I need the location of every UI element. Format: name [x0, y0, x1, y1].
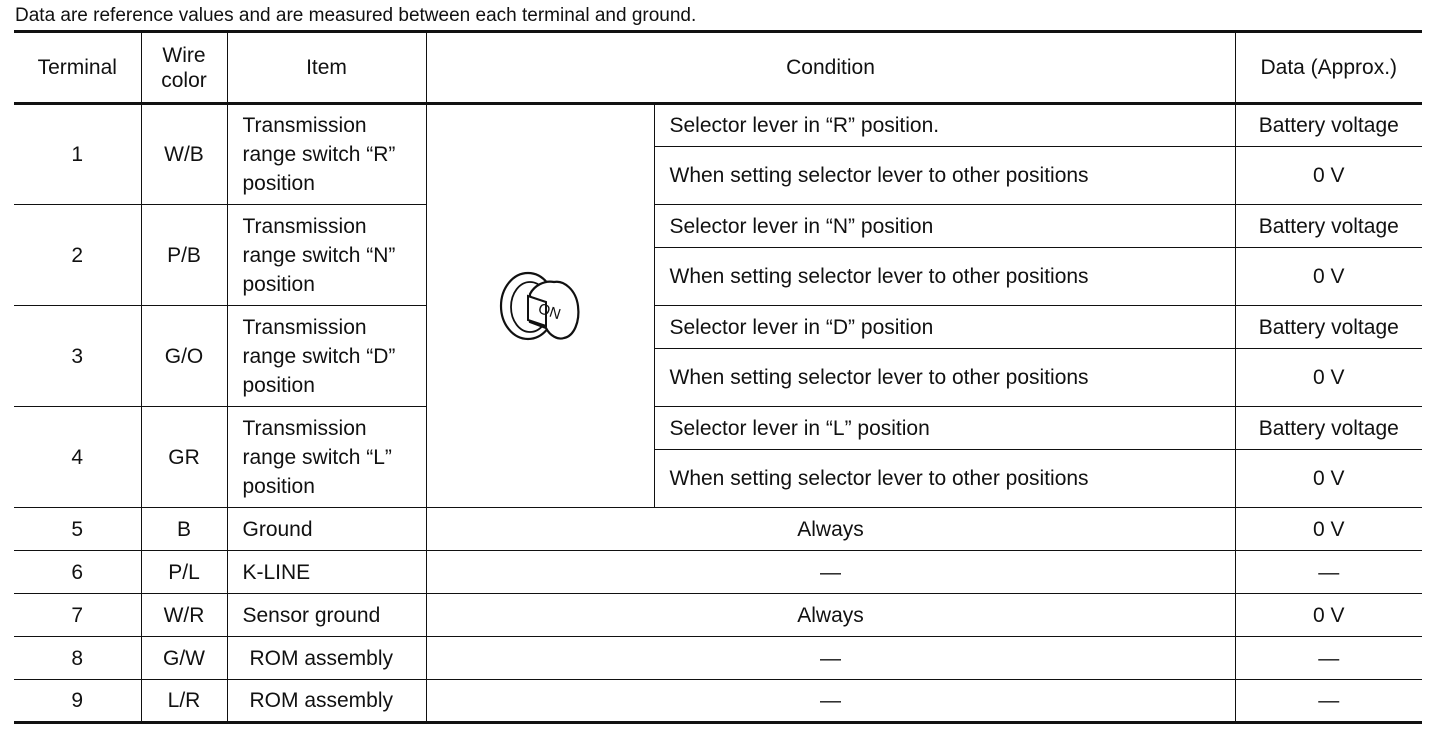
table-row — [14, 104, 1422, 147]
item-cell — [227, 104, 426, 205]
key-on-label: ON — [536, 300, 563, 324]
ignition-key-on-icon — [492, 258, 588, 354]
wire-color-cell: GR — [141, 407, 227, 508]
condition-cell: Always — [426, 594, 1235, 637]
header-wire-color — [141, 32, 227, 104]
table-row — [14, 680, 1422, 723]
item-line: position — [242, 172, 315, 195]
item-line: Transmission — [242, 416, 367, 440]
condition-cell: When setting selector lever to other positions — [654, 248, 1235, 306]
terminal-cell: 7 — [14, 594, 141, 637]
data-cell: Battery voltage — [1235, 306, 1422, 349]
wire-color-cell: P/B — [141, 205, 227, 306]
data-cell: 0 V — [1235, 450, 1422, 508]
item-line: Transmission — [242, 114, 367, 137]
item-cell — [227, 306, 426, 407]
header-data: Data (Approx.) — [1235, 32, 1422, 104]
terminal-cell: 6 — [14, 551, 141, 594]
condition-cell: When setting selector lever to other positions — [654, 450, 1235, 508]
table-row — [14, 306, 1422, 349]
data-cell: Battery voltage — [1235, 104, 1422, 147]
condition-cell: Always — [426, 508, 1235, 551]
item-line: range switch “L” — [242, 445, 392, 469]
wire-color-cell: W/B — [141, 104, 227, 205]
table-row — [14, 407, 1422, 450]
data-cell: 0 V — [1235, 147, 1422, 205]
data-cell: — — [1235, 680, 1422, 723]
table-row — [14, 205, 1422, 248]
table-row — [14, 594, 1422, 637]
item-line: range switch “R” — [242, 143, 396, 166]
item-cell: ROM assembly — [227, 637, 426, 680]
item-line: position — [242, 373, 315, 397]
data-cell: 0 V — [1235, 349, 1422, 407]
condition-cell: When setting selector lever to other positions — [654, 349, 1235, 407]
terminal-cell: 1 — [14, 104, 141, 205]
terminal-cell: 8 — [14, 637, 141, 680]
data-cell: Battery voltage — [1235, 205, 1422, 248]
item-cell — [227, 407, 426, 508]
terminal-cell: 2 — [14, 205, 141, 306]
item-line: position — [242, 272, 315, 296]
table-row — [14, 508, 1422, 551]
condition-cell: — — [426, 551, 1235, 594]
header-terminal: Terminal — [14, 32, 141, 104]
item-cell: K-LINE — [227, 551, 426, 594]
condition-cell: — — [426, 680, 1235, 723]
header-wire-color-line1: Wire — [162, 43, 206, 67]
condition-cell: Selector lever in “D” position — [654, 306, 1235, 349]
data-cell: — — [1235, 637, 1422, 680]
wire-color-cell: G/O — [141, 306, 227, 407]
wire-color-cell: B — [141, 508, 227, 551]
table-row — [14, 637, 1422, 680]
condition-cell: Selector lever in “N” position — [654, 205, 1235, 248]
terminal-cell: 9 — [14, 680, 141, 723]
item-line: Transmission — [242, 214, 367, 238]
item-cell: Ground — [227, 508, 426, 551]
wire-color-cell: L/R — [141, 680, 227, 723]
condition-cell: Selector lever in “L” position — [654, 407, 1235, 450]
item-cell — [227, 205, 426, 306]
table-caption: Data are reference values and are measured between each terminal and ground. — [15, 5, 697, 26]
condition-cell: When setting selector lever to other positions — [654, 147, 1235, 205]
item-line: position — [242, 474, 315, 498]
item-cell: ROM assembly — [227, 680, 426, 723]
item-line: range switch “N” — [242, 243, 396, 267]
table-row — [14, 551, 1422, 594]
item-line: range switch “D” — [242, 344, 396, 368]
header-wire-color-line2: color — [161, 68, 207, 92]
terminal-cell: 5 — [14, 508, 141, 551]
wire-color-cell: W/R — [141, 594, 227, 637]
wire-color-cell: P/L — [141, 551, 227, 594]
data-cell: 0 V — [1235, 508, 1422, 551]
ignition-switch-cell — [426, 104, 654, 508]
header-row — [14, 32, 1422, 104]
data-cell: — — [1235, 551, 1422, 594]
wire-color-cell: G/W — [141, 637, 227, 680]
item-line: Transmission — [242, 315, 367, 339]
data-cell: 0 V — [1235, 248, 1422, 306]
header-condition: Condition — [426, 32, 1235, 104]
condition-cell: — — [426, 637, 1235, 680]
condition-cell: Selector lever in “R” position. — [654, 104, 1235, 147]
data-cell: 0 V — [1235, 594, 1422, 637]
terminal-cell: 4 — [14, 407, 141, 508]
item-cell: Sensor ground — [227, 594, 426, 637]
terminal-data-table — [14, 30, 1422, 724]
header-item: Item — [227, 32, 426, 104]
data-cell: Battery voltage — [1235, 407, 1422, 450]
terminal-cell: 3 — [14, 306, 141, 407]
